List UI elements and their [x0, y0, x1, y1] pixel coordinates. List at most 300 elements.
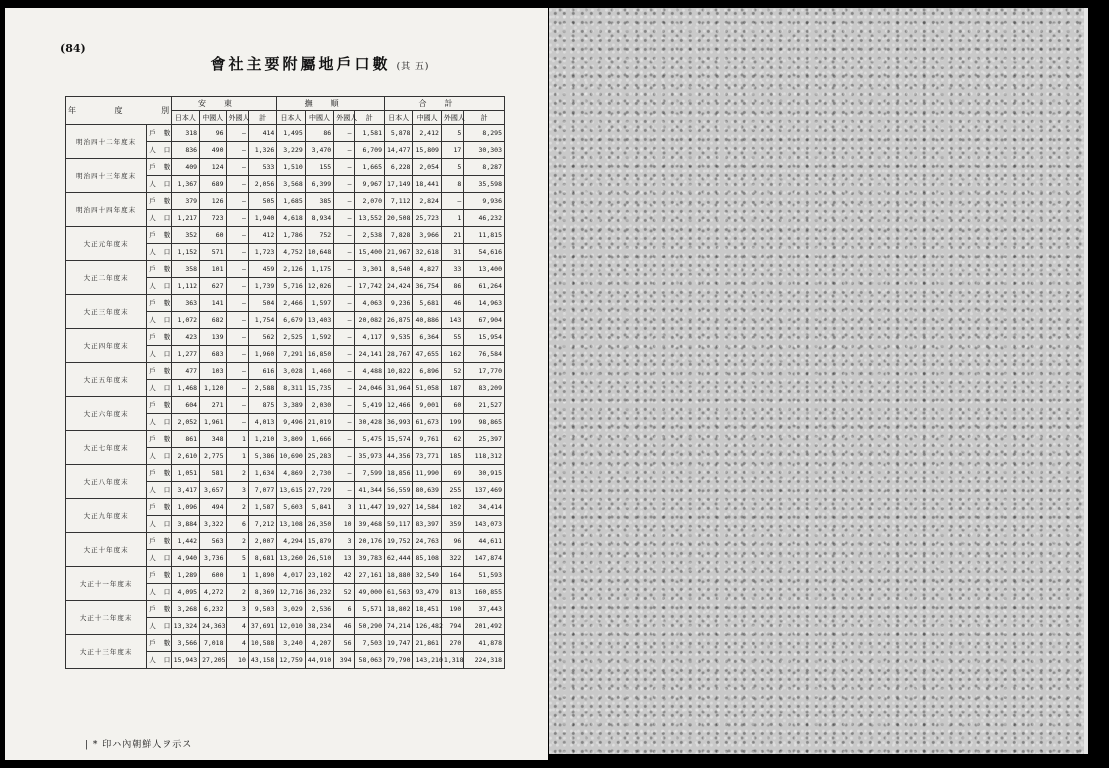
table-cell: 7,503: [354, 635, 384, 652]
row-kind: 戶 數: [147, 363, 171, 380]
table-cell: 139: [200, 329, 226, 346]
table-cell: —: [226, 397, 248, 414]
table-cell: 30,303: [464, 142, 505, 159]
col-header: 計: [354, 111, 384, 125]
table-cell: 4: [226, 618, 248, 635]
table-cell: 15,735: [305, 380, 333, 397]
row-kind: 人 口: [147, 142, 171, 159]
table-cell: 35,973: [354, 448, 384, 465]
table-cell: 44,910: [305, 652, 333, 669]
table-cell: 1,581: [354, 125, 384, 142]
row-kind: 人 口: [147, 516, 171, 533]
table-cell: 875: [248, 397, 276, 414]
table-cell: 4,869: [277, 465, 305, 482]
table-cell: 26,510: [305, 550, 333, 567]
table-cell: 1: [226, 431, 248, 448]
row-year: 大正七年度末: [66, 431, 147, 465]
right-page-blank: [549, 8, 1084, 754]
table-cell: 3: [334, 499, 354, 516]
table-cell: 49,000: [354, 584, 384, 601]
table-cell: —: [334, 346, 354, 363]
table-cell: 1,318: [441, 652, 463, 669]
table-row: [66, 125, 505, 142]
table-cell: 3,417: [171, 482, 199, 499]
table-cell: 3,966: [413, 227, 441, 244]
table-cell: —: [334, 210, 354, 227]
table-cell: 4,207: [305, 635, 333, 652]
table-cell: 1,217: [171, 210, 199, 227]
table-cell: 271: [200, 397, 226, 414]
table-cell: 33: [441, 261, 463, 278]
table-cell: 2,056: [248, 176, 276, 193]
table-cell: 9,761: [413, 431, 441, 448]
table-cell: 52: [334, 584, 354, 601]
table-cell: 9,503: [248, 601, 276, 618]
table-cell: 12,466: [385, 397, 413, 414]
row-kind: 戶 數: [147, 193, 171, 210]
table-cell: 1,754: [248, 312, 276, 329]
table-cell: 62,444: [385, 550, 413, 567]
table-cell: 59,117: [385, 516, 413, 533]
table-cell: 67,904: [464, 312, 505, 329]
table-cell: —: [226, 312, 248, 329]
table-cell: 7,018: [200, 635, 226, 652]
population-table: [65, 96, 505, 669]
table-cell: 24,046: [354, 380, 384, 397]
table-cell: 1,510: [277, 159, 305, 176]
col-header: 中國人: [305, 111, 333, 125]
table-cell: 18,441: [413, 176, 441, 193]
table-cell: —: [226, 278, 248, 295]
table-cell: 61,563: [385, 584, 413, 601]
table-cell: 1,685: [277, 193, 305, 210]
table-cell: 1,723: [248, 244, 276, 261]
footnote: | * 印ハ內朝鮮人ヲ示ス: [85, 740, 193, 750]
table-cell: 861: [171, 431, 199, 448]
table-cell: 2,775: [200, 448, 226, 465]
table-cell: 160,855: [464, 584, 505, 601]
table-cell: 199: [441, 414, 463, 431]
table-cell: 4,294: [277, 533, 305, 550]
page-title: [170, 53, 470, 74]
row-kind: 戶 數: [147, 329, 171, 346]
table-cell: 79,790: [385, 652, 413, 669]
table-cell: 73,771: [413, 448, 441, 465]
table-cell: 5,571: [354, 601, 384, 618]
table-cell: 13,324: [171, 618, 199, 635]
table-cell: 412: [248, 227, 276, 244]
row-kind: 戶 數: [147, 261, 171, 278]
table-cell: 4,013: [248, 414, 276, 431]
table-cell: 6,232: [200, 601, 226, 618]
table-cell: 2,538: [354, 227, 384, 244]
table-cell: 37,691: [248, 618, 276, 635]
table-cell: 21,527: [464, 397, 505, 414]
table-cell: 752: [305, 227, 333, 244]
table-cell: 2,007: [248, 533, 276, 550]
table-cell: —: [334, 159, 354, 176]
table-cell: 12,716: [277, 584, 305, 601]
table-cell: 31,964: [385, 380, 413, 397]
table-cell: 3,029: [277, 601, 305, 618]
table-cell: 21,861: [413, 635, 441, 652]
table-cell: 1,096: [171, 499, 199, 516]
table-cell: 143,210: [413, 652, 441, 669]
table-cell: 505: [248, 193, 276, 210]
table-cell: —: [334, 261, 354, 278]
table-cell: —: [334, 244, 354, 261]
table-cell: 813: [441, 584, 463, 601]
table-cell: 21,019: [305, 414, 333, 431]
table-cell: 1,468: [171, 380, 199, 397]
table-cell: 15,943: [171, 652, 199, 669]
table-cell: 2,412: [413, 125, 441, 142]
table-cell: —: [226, 414, 248, 431]
table-cell: 27,729: [305, 482, 333, 499]
table-cell: 8: [441, 176, 463, 193]
table-cell: 459: [248, 261, 276, 278]
table-cell: 5: [441, 125, 463, 142]
row-year: 大正六年度末: [66, 397, 147, 431]
table-cell: 61,673: [413, 414, 441, 431]
table-cell: 41,344: [354, 482, 384, 499]
table-cell: 5,419: [354, 397, 384, 414]
table-cell: 36,232: [305, 584, 333, 601]
table-cell: 24,763: [413, 533, 441, 550]
table-cell: —: [226, 380, 248, 397]
table-cell: 1,120: [200, 380, 226, 397]
col-header: 外國人: [334, 111, 354, 125]
table-cell: 1,051: [171, 465, 199, 482]
row-year: 明治四十二年度末: [66, 125, 147, 159]
table-cell: 13,108: [277, 516, 305, 533]
table-cell: 86: [305, 125, 333, 142]
table-cell: 6,679: [277, 312, 305, 329]
table-cell: 3,229: [277, 142, 305, 159]
table-cell: 4,618: [277, 210, 305, 227]
table-cell: 9,496: [277, 414, 305, 431]
table-cell: —: [226, 142, 248, 159]
table-cell: 34,414: [464, 499, 505, 516]
table-cell: 423: [171, 329, 199, 346]
table-cell: 7,077: [248, 482, 276, 499]
table-cell: 39,783: [354, 550, 384, 567]
table-cell: 42: [334, 567, 354, 584]
table-cell: 10,822: [385, 363, 413, 380]
table-cell: 7,212: [248, 516, 276, 533]
row-kind: 戶 數: [147, 465, 171, 482]
table-cell: 15,574: [385, 431, 413, 448]
table-cell: 1,634: [248, 465, 276, 482]
table-cell: 8,681: [248, 550, 276, 567]
table-row: [66, 465, 505, 482]
table-cell: —: [334, 431, 354, 448]
table-cell: 46: [334, 618, 354, 635]
table-cell: 600: [200, 567, 226, 584]
table-cell: 10,690: [277, 448, 305, 465]
table-cell: 2: [226, 533, 248, 550]
table-cell: 4,488: [354, 363, 384, 380]
title-subtitle: (其 五): [396, 62, 430, 72]
row-year: 大正十年度末: [66, 533, 147, 567]
row-year: 大正三年度末: [66, 295, 147, 329]
table-cell: 60: [441, 397, 463, 414]
table-cell: 3,736: [200, 550, 226, 567]
row-kind: 人 口: [147, 618, 171, 635]
table-cell: 17: [441, 142, 463, 159]
table-cell: 2: [226, 465, 248, 482]
table-cell: 7,112: [385, 193, 413, 210]
table-row: [66, 227, 505, 244]
table-cell: 1,152: [171, 244, 199, 261]
row-kind: 戶 數: [147, 533, 171, 550]
table-cell: 36,754: [413, 278, 441, 295]
table-cell: 30,915: [464, 465, 505, 482]
table-cell: —: [334, 312, 354, 329]
table-cell: 2,466: [277, 295, 305, 312]
table-cell: 1: [226, 567, 248, 584]
table-cell: 10: [226, 652, 248, 669]
row-kind: 人 口: [147, 278, 171, 295]
table-cell: 11,447: [354, 499, 384, 516]
table-cell: 11,990: [413, 465, 441, 482]
table-cell: 14,963: [464, 295, 505, 312]
table-cell: 1,665: [354, 159, 384, 176]
table-cell: 27,205: [200, 652, 226, 669]
table-cell: 4,017: [277, 567, 305, 584]
table-cell: 155: [305, 159, 333, 176]
table-cell: 5,386: [248, 448, 276, 465]
table-cell: 7,291: [277, 346, 305, 363]
row-kind: 戶 數: [147, 125, 171, 142]
table-cell: 2: [226, 499, 248, 516]
table-cell: 13,400: [464, 261, 505, 278]
table-cell: 8,934: [305, 210, 333, 227]
table-cell: 723: [200, 210, 226, 227]
table-cell: 143,073: [464, 516, 505, 533]
table-cell: 58,063: [354, 652, 384, 669]
table-cell: 318: [171, 125, 199, 142]
table-cell: 50,290: [354, 618, 384, 635]
table-cell: 3,322: [200, 516, 226, 533]
row-kind: 人 口: [147, 448, 171, 465]
row-year: 大正十一年度末: [66, 567, 147, 601]
table-cell: 2,588: [248, 380, 276, 397]
table-cell: 13,552: [354, 210, 384, 227]
table-cell: —: [226, 125, 248, 142]
table-cell: 28,767: [385, 346, 413, 363]
table-cell: 37,443: [464, 601, 505, 618]
table-cell: 11,815: [464, 227, 505, 244]
table-cell: —: [226, 176, 248, 193]
table-cell: 571: [200, 244, 226, 261]
table-cell: 363: [171, 295, 199, 312]
table-cell: 1,587: [248, 499, 276, 516]
row-year: 大正二年度末: [66, 261, 147, 295]
row-year: 大正元年度末: [66, 227, 147, 261]
table-cell: 25,723: [413, 210, 441, 227]
table-cell: 5,603: [277, 499, 305, 516]
table-cell: 25,397: [464, 431, 505, 448]
table-cell: 1,961: [200, 414, 226, 431]
table-cell: 21,967: [385, 244, 413, 261]
table-cell: 32,549: [413, 567, 441, 584]
table-cell: 3: [226, 482, 248, 499]
table-cell: 9,967: [354, 176, 384, 193]
table-cell: 13: [334, 550, 354, 567]
table-cell: 8,311: [277, 380, 305, 397]
table-row: [66, 363, 505, 380]
table-cell: 1,289: [171, 567, 199, 584]
table-cell: 185: [441, 448, 463, 465]
table-cell: 4,117: [354, 329, 384, 346]
row-year: 明治四十四年度末: [66, 193, 147, 227]
row-year: 大正十三年度末: [66, 635, 147, 669]
table-cell: —: [226, 295, 248, 312]
table-cell: 2,070: [354, 193, 384, 210]
row-year: 大正四年度末: [66, 329, 147, 363]
table-cell: 46,232: [464, 210, 505, 227]
header-group-andong: 安東: [171, 97, 277, 111]
table-cell: 164: [441, 567, 463, 584]
table-cell: 83,397: [413, 516, 441, 533]
col-header: 中國人: [413, 111, 441, 125]
table-cell: 2,126: [277, 261, 305, 278]
table-cell: 9,535: [385, 329, 413, 346]
table-cell: 1,960: [248, 346, 276, 363]
table-cell: 3,268: [171, 601, 199, 618]
table-cell: 794: [441, 618, 463, 635]
table-cell: 477: [171, 363, 199, 380]
table-cell: —: [226, 193, 248, 210]
table-cell: 24,141: [354, 346, 384, 363]
table-cell: 51,058: [413, 380, 441, 397]
row-kind: 人 口: [147, 550, 171, 567]
table-cell: 359: [441, 516, 463, 533]
table-cell: 689: [200, 176, 226, 193]
table-cell: 3,566: [171, 635, 199, 652]
table-cell: 3,028: [277, 363, 305, 380]
table-cell: 9,236: [385, 295, 413, 312]
table-cell: 143: [441, 312, 463, 329]
table-cell: 43,158: [248, 652, 276, 669]
table-cell: —: [334, 363, 354, 380]
table-cell: —: [226, 261, 248, 278]
table-cell: 6,228: [385, 159, 413, 176]
table-cell: 14,584: [413, 499, 441, 516]
table-cell: 15,954: [464, 329, 505, 346]
table-cell: 27,161: [354, 567, 384, 584]
table-cell: 19,752: [385, 533, 413, 550]
table-cell: 13,615: [277, 482, 305, 499]
table-cell: 19,747: [385, 635, 413, 652]
table-cell: 69: [441, 465, 463, 482]
table-cell: 190: [441, 601, 463, 618]
table-cell: 533: [248, 159, 276, 176]
header-group-total: 合計: [385, 97, 505, 111]
table-cell: 8,287: [464, 159, 505, 176]
table-cell: 2,525: [277, 329, 305, 346]
table-cell: 3,301: [354, 261, 384, 278]
table-cell: 18,880: [385, 567, 413, 584]
table-cell: 102: [441, 499, 463, 516]
table-cell: 5: [441, 159, 463, 176]
table-cell: 5,716: [277, 278, 305, 295]
table-cell: —: [441, 193, 463, 210]
table-cell: 126,482: [413, 618, 441, 635]
table-cell: 13,260: [277, 550, 305, 567]
table-cell: 414: [248, 125, 276, 142]
table-cell: 6: [334, 601, 354, 618]
table-row: [66, 159, 505, 176]
table-cell: 126: [200, 193, 226, 210]
table-cell: 5,475: [354, 431, 384, 448]
table-cell: 80,639: [413, 482, 441, 499]
table-cell: 54,616: [464, 244, 505, 261]
table-cell: —: [334, 448, 354, 465]
table-cell: 348: [200, 431, 226, 448]
table-cell: 31: [441, 244, 463, 261]
table-cell: 3,568: [277, 176, 305, 193]
table-cell: 20,176: [354, 533, 384, 550]
table-cell: 20,508: [385, 210, 413, 227]
table-cell: —: [334, 227, 354, 244]
col-header: 中國人: [200, 111, 226, 125]
table-cell: 56: [334, 635, 354, 652]
table-cell: 1,460: [305, 363, 333, 380]
table-cell: 7,828: [385, 227, 413, 244]
table-cell: 147,874: [464, 550, 505, 567]
table-cell: 14,477: [385, 142, 413, 159]
row-year: 明治四十三年度末: [66, 159, 147, 193]
table-cell: 3: [226, 601, 248, 618]
table-cell: 494: [200, 499, 226, 516]
header-year-kind: 年 度 別: [66, 97, 172, 125]
page-number: (84): [60, 42, 86, 55]
table-cell: 270: [441, 635, 463, 652]
table-cell: 9,936: [464, 193, 505, 210]
table-cell: 358: [171, 261, 199, 278]
table-cell: 6,709: [354, 142, 384, 159]
table-cell: 17,742: [354, 278, 384, 295]
row-kind: 戶 數: [147, 601, 171, 618]
table-cell: —: [334, 125, 354, 142]
table-cell: 15,879: [305, 533, 333, 550]
table-cell: 96: [200, 125, 226, 142]
table-cell: 62: [441, 431, 463, 448]
table-cell: 1,072: [171, 312, 199, 329]
table-cell: 352: [171, 227, 199, 244]
row-kind: 人 口: [147, 176, 171, 193]
table-row: [66, 261, 505, 278]
table-cell: 52: [441, 363, 463, 380]
table-row: [66, 431, 505, 448]
table-cell: 38,234: [305, 618, 333, 635]
table-cell: 13,403: [305, 312, 333, 329]
table-cell: 21: [441, 227, 463, 244]
table-cell: 322: [441, 550, 463, 567]
table-cell: 3,240: [277, 635, 305, 652]
row-year: 大正八年度末: [66, 465, 147, 499]
table-cell: 1,367: [171, 176, 199, 193]
table-cell: 3: [334, 533, 354, 550]
table-row: [66, 397, 505, 414]
table-cell: —: [334, 482, 354, 499]
col-header: 日本人: [385, 111, 413, 125]
table-cell: 836: [171, 142, 199, 159]
table-cell: 6,399: [305, 176, 333, 193]
table-cell: 8,540: [385, 261, 413, 278]
